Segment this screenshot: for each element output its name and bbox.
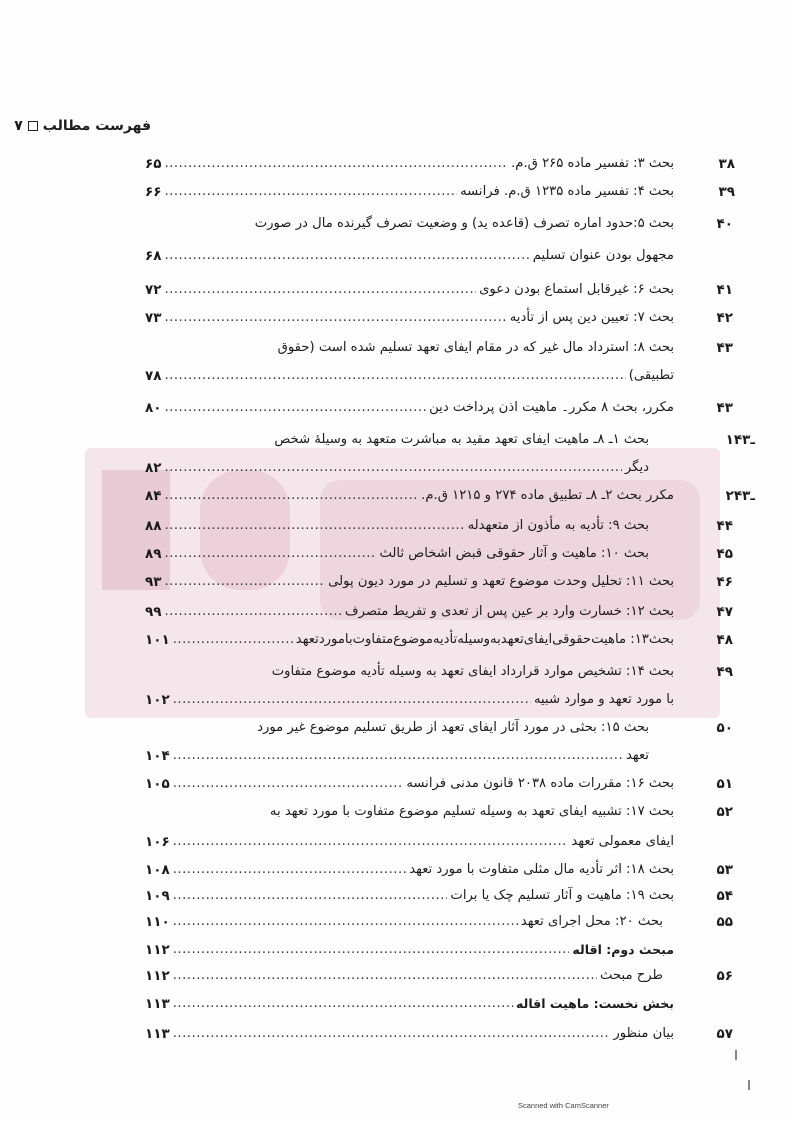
header-title: فهرست مطالب [42,118,151,134]
entry-page-number: ۶۸ [145,248,162,264]
entry-page-number: ۸۸ [145,518,162,534]
leader-dots [173,744,623,768]
entry-page-number: ۱۰۵ [145,776,170,792]
scan-mark [748,1080,750,1090]
leader-dots [164,542,376,566]
entry-number: ۲ـ۴۳ [725,488,755,504]
entry-page-number: ۷۸ [145,368,162,384]
entry-page-number: ۹۹ [145,604,162,620]
leader-dots [164,364,625,388]
leader-dots [164,396,426,420]
entry-title: بحث ۱۴: تشخیص موارد قرارداد ایفای تعهد به وسیله تأدیه موضوع متفاوت [271,664,674,679]
entry-title: بحث ۱۲: خسارت وارد بر عین پس از تعدی و تفریط متصرف [344,604,674,619]
entry-title: مبحث دوم: اقاله [572,942,674,957]
toc-entry[interactable] [145,306,674,330]
toc-entry[interactable] [145,456,649,480]
entry-page-number: ۱۰۴ [145,748,170,764]
toc-entry[interactable] [145,428,649,452]
entry-number: ۵۴ [716,888,733,904]
toc-entry[interactable] [145,772,674,796]
entry-title: مکرر، بحث ۸ مکرر۔ ماهیت اذن پرداخت دین [429,400,674,415]
leader-dots [164,180,457,204]
entry-title: با مورد تعهد و موارد شبیه [533,692,674,707]
leader-dots [173,858,406,882]
entry-page-number: ۷۲ [145,282,162,298]
toc-entry[interactable] [145,688,674,712]
entry-title: تعهد [625,748,649,763]
toc-entry[interactable] [145,180,674,204]
toc-entry[interactable] [145,244,674,268]
leader-dots [164,278,476,302]
entry-number: ۴۵ [716,546,733,562]
entry-page-number: ۱۱۲ [145,968,170,984]
entry-title: مکرر بحث ۲ـ ۸ـ تطبیق ماده ۲۷۴ و ۱۲۱۵ ق.م. [421,488,674,503]
toc-entry[interactable] [145,964,663,988]
entry-number: ۵۱ [716,776,733,792]
entry-title: بحث ۳: تفسیر ماده ۲۶۵ ق.م. [511,156,674,171]
entry-number: ۱ـ۴۳ [725,432,755,448]
entry-title: بحث ۱ـ ۸ـ ماهیت ایفای تعهد مقید به مباشرت متعهد به وسیلهٔ شخص [274,432,649,447]
entry-page-number: ۱۰۹ [145,888,170,904]
toc-entry[interactable] [145,364,674,388]
entry-number: ۳۹ [718,184,735,200]
toc-entry[interactable] [145,744,649,768]
toc-entry[interactable] [145,992,674,1016]
entry-number: ۵۲ [716,804,733,820]
leader-dots [164,514,464,538]
leader-dots [173,992,513,1016]
entry-page-number: ۱۱۳ [145,996,170,1012]
entry-title: بحث ۲۰: محل اجرای تعهد [520,914,663,929]
entry-title: طرح مبحث [600,968,663,983]
leader-dots [173,910,518,934]
leader-dots [173,938,570,962]
entry-title: تطبیقی) [628,368,674,383]
toc-entry[interactable] [145,858,674,882]
entry-title: بحث۱۳: ماهیت‌حقوقی‌ایفای‌تعهدبه‌وسیله‌تأدیه‌موضوع‌متفاوت‌باموردتعهد [295,632,674,647]
leader-dots [173,964,597,988]
scan-footer: Scanned with CamScanner [518,1101,609,1110]
entry-number: ۵۷ [716,1026,733,1042]
leader-dots [164,456,621,480]
leader-dots [164,484,418,508]
toc-entry[interactable] [145,660,674,684]
toc-entry[interactable] [145,600,674,624]
toc-entry[interactable] [145,938,674,962]
toc-entry[interactable] [145,1022,674,1046]
toc-entry[interactable] [145,628,674,652]
entry-page-number: ۶۵ [145,156,162,172]
header-page-number: ۷ [14,118,23,134]
entry-title: ایفای معمولی تعهد [571,834,674,849]
entry-number: ۴۲ [716,310,733,326]
entry-title: بحث ۷: تعیین دین پس از تأدیه [509,310,674,325]
toc-entry[interactable] [145,716,649,740]
toc-entry[interactable] [145,830,674,854]
entry-number: ۵۵ [716,914,733,930]
entry-number: ۴۳ [716,340,733,356]
entry-title: بحث ۱۵: بحثی در مورد آثار ایفای تعهد از طریق تسلیم موضوع غیر مورد [257,720,649,735]
leader-dots [164,152,508,176]
entry-title: بحث ۱۱: تحلیل وحدت موضوع تعهد و تسلیم در مورد دیون پولی [328,574,674,589]
entry-number: ۴۴ [716,518,733,534]
toc-entry[interactable] [145,278,674,302]
entry-page-number: ۸۲ [145,460,162,476]
leader-dots [173,688,531,712]
entry-number: ۴۸ [716,632,733,648]
toc-entry[interactable] [145,910,663,934]
toc-entry[interactable] [145,396,674,420]
entry-page-number: ۱۰۱ [145,632,170,648]
leader-dots [173,628,293,652]
entry-number: ۵۶ [716,968,733,984]
entry-page-number: ۸۹ [145,546,162,562]
toc-entry[interactable] [145,212,674,236]
entry-page-number: ۷۳ [145,310,162,326]
entry-page-number: ۸۰ [145,400,162,416]
toc-entry[interactable] [145,152,674,176]
entry-number: ۴۱ [716,282,733,298]
leader-dots [164,600,341,624]
entry-title: بحث ۵:حدود اماره تصرف (قاعده ید) و وضعیت تصرف گیرنده مال در صورت [254,216,674,231]
entry-number: ۴۳ [716,400,733,416]
entry-page-number: ۱۰۲ [145,692,170,708]
entry-title: بحث ۱۷: تشبیه ایفای تعهد به وسیله تسلیم موضوع متفاوت با مورد تعهد به [269,804,674,819]
toc-entry[interactable] [145,484,674,508]
toc-entry[interactable] [145,336,674,360]
entry-page-number: ۸۴ [145,488,162,504]
entry-page-number: ۱۱۳ [145,1026,170,1042]
toc-entry[interactable] [145,570,674,594]
entry-title: بحث ۱۹: ماهیت و آثار تسلیم چک یا برات [450,888,674,903]
entry-title: بحث ۶: غیرقابل استماع بودن دعوی [479,282,674,297]
leader-dots [164,244,529,268]
entry-number: ۴۶ [716,574,733,590]
entry-title: بحث ۸: استرداد مال غیر که در مقام ایفای تعهد تسلیم شده است (حقوق [277,340,674,355]
toc-entry[interactable] [145,514,649,538]
entry-title: بحث ۱۰: ماهیت و آثار حقوقی قبض اشخاص ثالث [379,546,649,561]
entry-page-number: ۱۰۸ [145,862,170,878]
leader-dots [164,306,506,330]
toc-entry[interactable] [145,800,674,824]
entry-page-number: ۱۱۲ [145,942,170,958]
entry-title: مجهول بودن عنوان تسلیم [532,248,674,263]
toc-entry[interactable] [145,542,649,566]
entry-title: بحث ۱۶: مقررات ماده ۲۰۳۸ قانون مدنی فرانسه [406,776,674,791]
entry-number: ۴۹ [716,664,733,680]
entry-page-number: ۹۳ [145,574,162,590]
entry-number: ۴۰ [716,216,733,232]
entry-page-number: ۱۱۰ [145,914,170,930]
toc-entry[interactable] [145,884,674,908]
entry-page-number: ۱۰۶ [145,834,170,850]
entry-title: بحث ۴: تفسیر ماده ۱۲۳۵ ق.م. فرانسه [460,184,674,199]
entry-number: ۵۰ [716,720,733,736]
entry-number: ۴۷ [716,604,733,620]
entry-title: بخش نخست: ماهیت اقاله [516,996,674,1011]
leader-dots [173,884,448,908]
entry-number: ۵۳ [716,862,733,878]
entry-title: بحث ۱۸: اثر تأدیه مال مثلی متفاوت با مورد تعهد [409,862,674,877]
leader-dots [164,570,325,594]
leader-dots [173,772,404,796]
entry-page-number: ۶۶ [145,184,162,200]
entry-title: بیان منظور [613,1026,674,1041]
leader-dots [173,830,569,854]
entry-number: ۳۸ [718,156,735,172]
entry-title: دیگر [624,460,649,475]
scan-mark [735,1050,737,1060]
leader-dots [173,1022,611,1046]
entry-title: بحث ۹: تأدیه به مأذون از متعهدله [467,518,649,533]
